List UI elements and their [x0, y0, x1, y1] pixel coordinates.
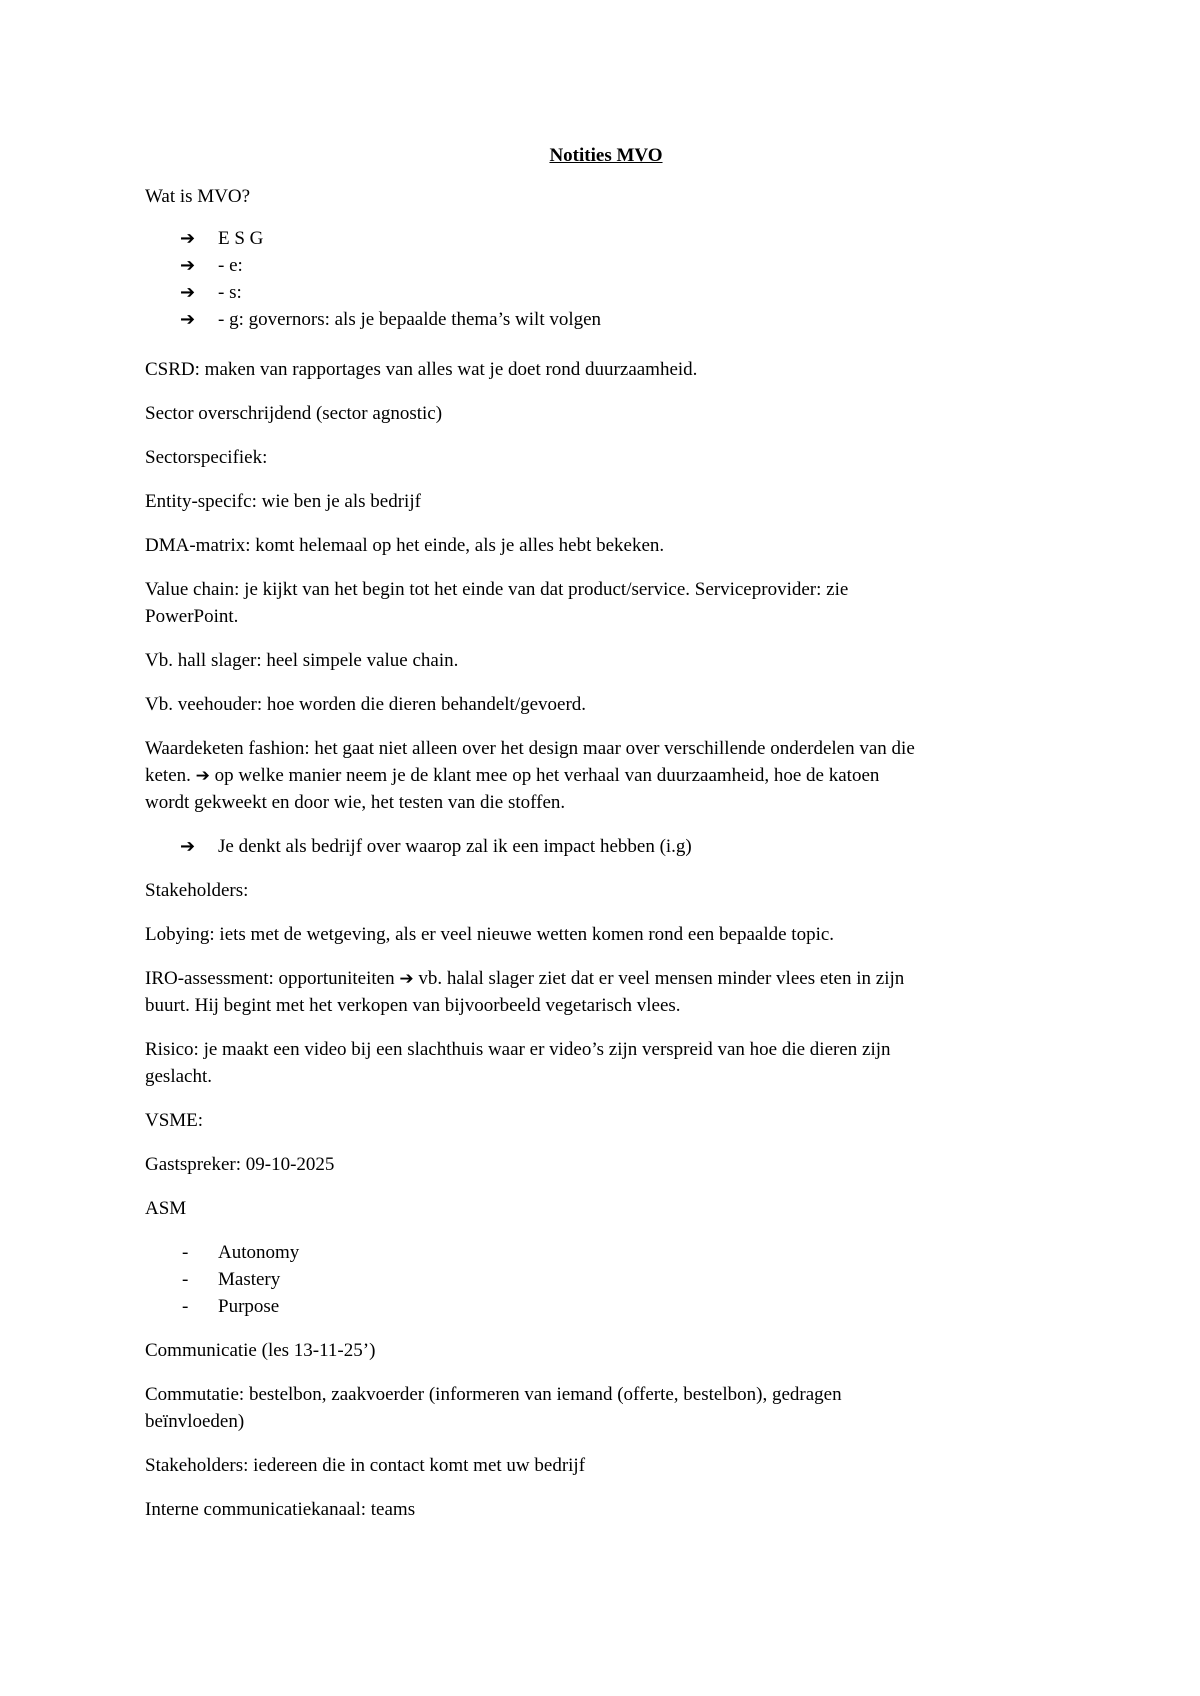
arrow-icon: ➔ [180, 836, 196, 857]
iro-text-b: vb. halal slager ziet dat er veel mensen minder vlees eten in zijn [418, 968, 905, 989]
paragraph-stakeholders: Stakeholders: [145, 880, 249, 901]
intro-question: Wat is MVO? [145, 186, 251, 207]
arrow-icon: ➔ [180, 255, 196, 276]
paragraph-lobying: Lobying: iets met de wetgeving, als er veel nieuwe wetten komen rond een bepaalde topic. [145, 924, 835, 945]
esg-list-item [180, 252, 243, 280]
paragraph-value-chain-line-1: Value chain: je kijkt van het begin tot het einde van dat product/service. Serviceprovider: zie [145, 579, 849, 600]
paragraph-dma: DMA-matrix: komt helemaal op het einde, als je alles hebt bekeken. [145, 535, 665, 556]
esg-item-text: - s: [218, 282, 242, 303]
paragraph-iro-line-2: buurt. Hij begint met het verkopen van bijvoorbeeld vegetarisch vlees. [145, 995, 681, 1016]
dash-bullet: - [182, 1242, 189, 1263]
arrow-icon: ➔ [195, 766, 210, 786]
esg-list-item [180, 225, 263, 253]
asm-item-text: Purpose [218, 1296, 280, 1317]
paragraph-veehouder: Vb. veehouder: hoe worden die dieren behandelt/gevoerd. [145, 694, 587, 715]
asm-item-text: Mastery [218, 1269, 281, 1290]
paragraph-vsme: VSME: [145, 1110, 204, 1131]
paragraph-iro-line-1 [145, 965, 1050, 993]
paragraph-csrd: CSRD: maken van rapportages van alles wat je doet rond duurzaamheid. [145, 359, 698, 380]
dash-bullet: - [182, 1269, 189, 1290]
paragraph-risico-line-2: geslacht. [145, 1066, 213, 1087]
waardeketen-text-a: keten. [145, 765, 191, 786]
iro-text-a: IRO-assessment: opportuniteiten [145, 968, 395, 989]
paragraph-waardeketen-line-1: Waardeketen fashion: het gaat niet alleen over het design maar over verschillende onderdelen van die [145, 738, 915, 759]
paragraph-gastspreker: Gastspreker: 09-10-2025 [145, 1154, 335, 1175]
paragraph-entity: Entity-specifc: wie ben je als bedrijf [145, 491, 421, 512]
paragraph-commutatie-line-1: Commutatie: bestelbon, zaakvoerder (informeren van iemand (offerte, bestelbon), gedragen [145, 1384, 842, 1405]
asm-list-item [182, 1239, 299, 1267]
paragraph-risico-line-1: Risico: je maakt een video bij een slachthuis waar er video’s zijn verspreid van hoe die dieren zijn [145, 1039, 891, 1060]
paragraph-sector: Sector overschrijdend (sector agnostic) [145, 403, 443, 424]
esg-item-text: - g: governors: als je bepaalde thema’s wilt volgen [218, 309, 602, 330]
impact-text: Je denkt als bedrijf over waarop zal ik een impact hebben (i.g) [218, 836, 692, 857]
asm-list-item [182, 1293, 279, 1321]
arrow-icon: ➔ [180, 309, 196, 330]
page-title: Notities MVO [549, 145, 663, 166]
esg-list-item [180, 279, 242, 307]
paragraph-slager: Vb. hall slager: heel simpele value chain. [145, 650, 459, 671]
paragraph-interne: Interne communicatiekanaal: teams [145, 1499, 416, 1520]
waardeketen-text-b: op welke manier neem je de klant mee op het verhaal van duurzaamheid, hoe de katoen [214, 765, 880, 786]
paragraph-sectorspecifiek: Sectorspecifiek: [145, 447, 268, 468]
arrow-icon: ➔ [399, 969, 414, 989]
esg-item-text: E S G [218, 228, 264, 249]
dash-bullet: - [182, 1296, 189, 1317]
arrow-icon: ➔ [180, 282, 196, 303]
paragraph-waardeketen-line-3: wordt gekweekt en door wie, het testen van die stoffen. [145, 792, 566, 813]
asm-item-text: Autonomy [218, 1242, 300, 1263]
paragraph-communicatie: Communicatie (les 13-11-25’) [145, 1340, 376, 1361]
paragraph-waardeketen-line-2 [145, 762, 1050, 790]
esg-item-text: - e: [218, 255, 243, 276]
arrow-icon: ➔ [180, 228, 196, 249]
impact-list-item [180, 833, 692, 861]
paragraph-value-chain-line-2: PowerPoint. [145, 606, 239, 627]
paragraph-stakeholders-2: Stakeholders: iedereen die in contact komt met uw bedrijf [145, 1455, 586, 1476]
asm-list-item [182, 1266, 280, 1294]
paragraph-asm: ASM [145, 1198, 187, 1219]
esg-list-item [180, 306, 601, 334]
paragraph-commutatie-line-2: beïnvloeden) [145, 1411, 245, 1432]
